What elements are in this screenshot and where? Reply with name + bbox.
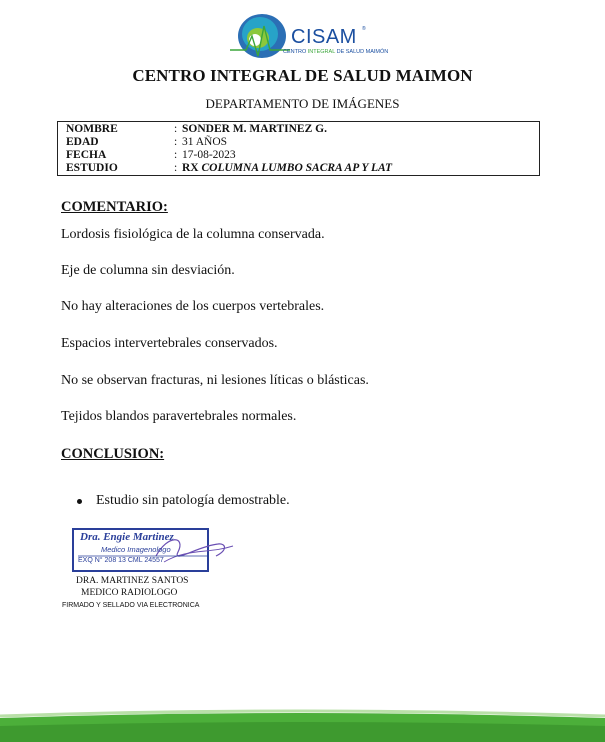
- stamp-specialty: Medico Imagenologo: [101, 545, 171, 554]
- field-label: FECHA: [66, 149, 107, 161]
- finding-line: Lordosis fisiológica de la columna conservada.: [61, 227, 325, 242]
- doctor-stamp: [68, 526, 238, 576]
- field-label: NOMBRE: [66, 123, 118, 135]
- patient-row-date: [62, 149, 539, 162]
- finding-line: Eje de columna sin desviación.: [61, 263, 235, 278]
- patient-row-age: [62, 136, 539, 149]
- field-label: ESTUDIO: [66, 162, 118, 174]
- field-colon: :: [174, 149, 178, 161]
- study-name: RX COLUMNA LUMBO SACRA AP Y LAT: [182, 162, 393, 174]
- header-logo: [0, 6, 605, 64]
- conclusion-text: Estudio sin patología demostrable.: [96, 493, 290, 508]
- department-title: DEPARTAMENTO DE IMÁGENES: [205, 96, 400, 111]
- field-colon: :: [174, 136, 178, 148]
- patient-row-study: [62, 162, 539, 175]
- study-date: 17-08-2023: [182, 149, 236, 161]
- finding-line: Espacios intervertebrales conservados.: [61, 336, 278, 351]
- signature-note: FIRMADO Y SELLADO VIA ELECTRONICA: [62, 602, 200, 609]
- finding-line: No hay alteraciones de los cuerpos vertebrales.: [61, 299, 325, 314]
- patient-row-name: [62, 123, 539, 136]
- footer-wave-decoration: [0, 700, 605, 742]
- patient-name: SONDER M. MARTINEZ G.: [182, 123, 327, 135]
- registered-mark: ®: [362, 26, 366, 32]
- doctor-name: DRA. MARTINEZ SANTOS: [76, 576, 189, 586]
- stamp-doctor-name: Dra. Engie Martinez: [80, 531, 174, 543]
- field-colon: :: [174, 162, 178, 174]
- bullet-dot-icon: [77, 499, 82, 504]
- conclusion-heading: CONCLUSION:: [61, 446, 165, 462]
- field-colon: :: [174, 123, 178, 135]
- page-title: CENTRO INTEGRAL DE SALUD MAIMON: [132, 66, 473, 85]
- brand-name: CISAM: [291, 26, 357, 48]
- comentario-heading: COMENTARIO:: [61, 199, 168, 215]
- patient-info-box: [57, 121, 540, 176]
- finding-line: No se observan fracturas, ni lesiones líticas o blásticas.: [61, 373, 369, 388]
- stamp-license: EXQ N° 208 13 CML 24557: [78, 557, 164, 564]
- patient-age: 31 AÑOS: [182, 136, 228, 148]
- doctor-title: MEDICO RADIOLOGO: [81, 588, 178, 598]
- field-label: EDAD: [66, 136, 99, 148]
- finding-line: Tejidos blandos paravertebrales normales.: [61, 409, 297, 424]
- brand-tagline: CENTRO INTEGRAL DE SALUD MAIMÓN: [283, 49, 389, 55]
